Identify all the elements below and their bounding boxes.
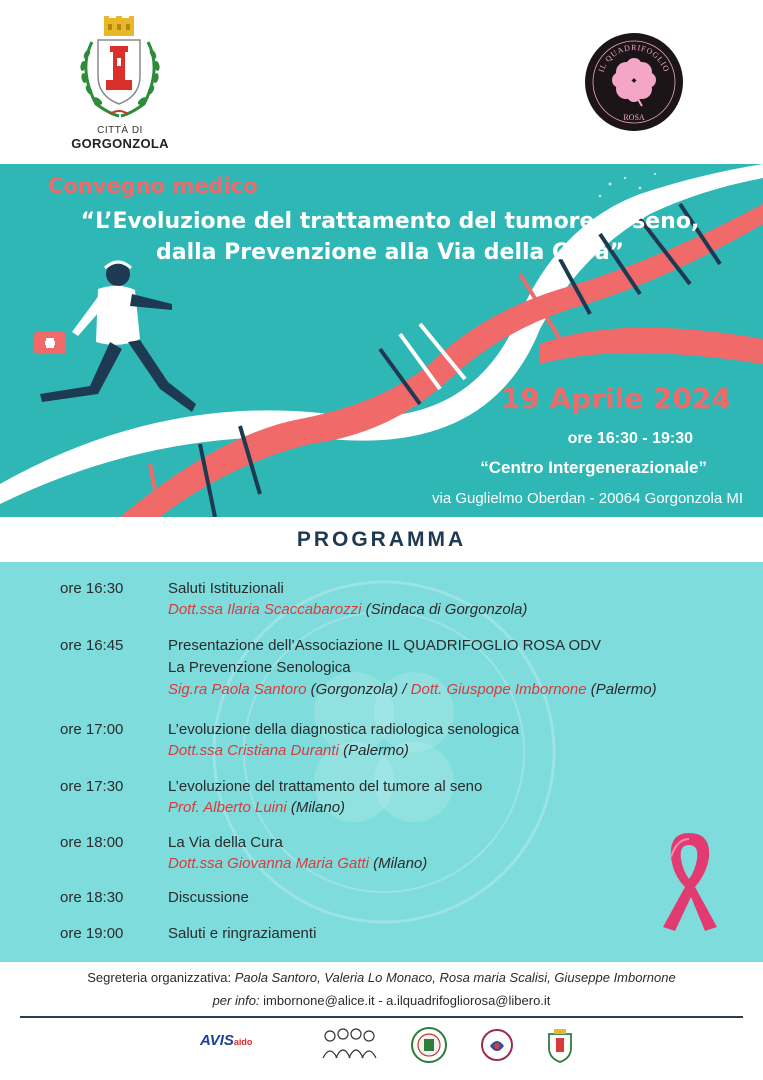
people-group-icon [320, 1026, 378, 1062]
schedule-topic: L’evoluzione del trattamento del tumore al seno [168, 778, 483, 795]
speaker-affiliation: (Milano) [368, 855, 428, 872]
il-quadrifoglio-rosa-logo [584, 32, 684, 132]
schedule-time: ore 16:45 [60, 637, 124, 654]
schedule-time: ore 17:00 [60, 721, 124, 738]
schedule-topic: Presentazione dell’Associazione IL QUADRIFOGLIO ROSA ODV [168, 637, 601, 654]
schedule-speaker [168, 601, 527, 618]
segreteria-line [0, 970, 763, 985]
association-logo-name: IL QUADRIFOGLIO [596, 42, 672, 74]
segreteria-names: Paola Santoro, Valeria Lo Monaco, Rosa maria Scalisi, Giuseppe Imbornone [231, 970, 676, 985]
event-venue: “Centro Intergenerazionale” [480, 458, 707, 477]
association-logo-sub: ROSA [623, 113, 645, 122]
municipality-seal-logo [410, 1026, 448, 1069]
avis-aido-logo [200, 1032, 252, 1050]
schedule-topic: La Prevenzione Senologica [168, 659, 351, 676]
schedule-speaker [168, 799, 345, 816]
info-contacts: imbornone@alice.it - a.ilquadrifogliorosa@libero.it [259, 993, 551, 1008]
speaker-name: Dott.ssa Giovanna Maria Gatti [168, 855, 369, 872]
event-banner [0, 164, 763, 517]
programma-schedule [0, 562, 763, 962]
schedule-time: ore 17:30 [60, 778, 124, 795]
group-people-logo [320, 1026, 378, 1067]
speaker-affiliation: (Palermo) [586, 681, 657, 698]
sponsor-logos [200, 1026, 580, 1066]
schedule-topic: La Via della Cura [168, 834, 283, 851]
speaker-name: Prof. Alberto Luini [168, 799, 287, 816]
schedule-speaker [168, 681, 657, 698]
event-time: ore 16:30 - 19:30 [567, 430, 693, 447]
speaker-name: Dott.ssa Ilaria Scaccabarozzi [168, 601, 362, 618]
association-badge-logo [480, 1026, 514, 1069]
city-logo-line2: GORGONZOLA [71, 136, 169, 151]
schedule-topic: Saluti e ringraziamenti [168, 925, 317, 942]
schedule-topic: L’evoluzione della diagnostica radiologica senologica [168, 721, 520, 738]
crest-logo [545, 1026, 575, 1069]
four-leaf-clover-icon [584, 32, 684, 132]
badge-icon [480, 1026, 514, 1064]
footer-divider [20, 1016, 743, 1018]
speaker-name: Dott. Giuspope Imbornone [410, 681, 587, 698]
shield-icon [545, 1026, 575, 1064]
city-of-gorgonzola-logo [60, 14, 180, 149]
avis-logo-text: AVIS [200, 1032, 234, 1049]
event-title-line2: dalla Prevenzione alla Via della Cura” [155, 240, 625, 265]
schedule-speaker [168, 742, 409, 759]
coat-of-arms-icon [70, 14, 170, 122]
schedule-time: ore 16:30 [60, 580, 124, 597]
info-label: per info: [212, 993, 260, 1008]
schedule-speaker [168, 855, 427, 872]
speaker-affiliation: (Palermo) [338, 742, 409, 759]
schedule-topic: Saluti Istituzionali [168, 580, 284, 597]
speaker-affiliation: (Sindaca di Gorgonzola) [361, 601, 528, 618]
speaker-name: Sig.ra Paola Santoro [168, 681, 307, 698]
event-title [40, 206, 740, 268]
running-doctor-icon [34, 262, 196, 412]
city-logo-line1: CITTÀ DI [97, 125, 143, 136]
event-date: 19 Aprile 2024 [500, 382, 731, 415]
speaker-affiliation: (Gorgonzola) / [306, 681, 411, 698]
speaker-affiliation: (Milano) [286, 799, 346, 816]
event-address: via Guglielmo Oberdan - 20064 Gorgonzola MI [431, 490, 743, 507]
segreteria-label: Segreteria organizzativa: [87, 970, 232, 985]
pink-ribbon-icon [657, 827, 721, 933]
aido-logo-text: aido [233, 1037, 253, 1047]
info-line [0, 993, 763, 1008]
seal-icon [410, 1026, 448, 1064]
schedule-topic: Discussione [168, 889, 249, 906]
event-label: Convegno medico [48, 174, 258, 198]
programma-heading: PROGRAMMA [296, 528, 467, 551]
schedule-time: ore 18:30 [60, 889, 124, 906]
speaker-name: Dott.ssa Cristiana Duranti [168, 742, 339, 759]
event-title-line1: “L’Evoluzione del trattamento del tumore al seno, [80, 209, 700, 234]
schedule-time: ore 18:00 [60, 834, 124, 851]
schedule-time: ore 19:00 [60, 925, 124, 942]
